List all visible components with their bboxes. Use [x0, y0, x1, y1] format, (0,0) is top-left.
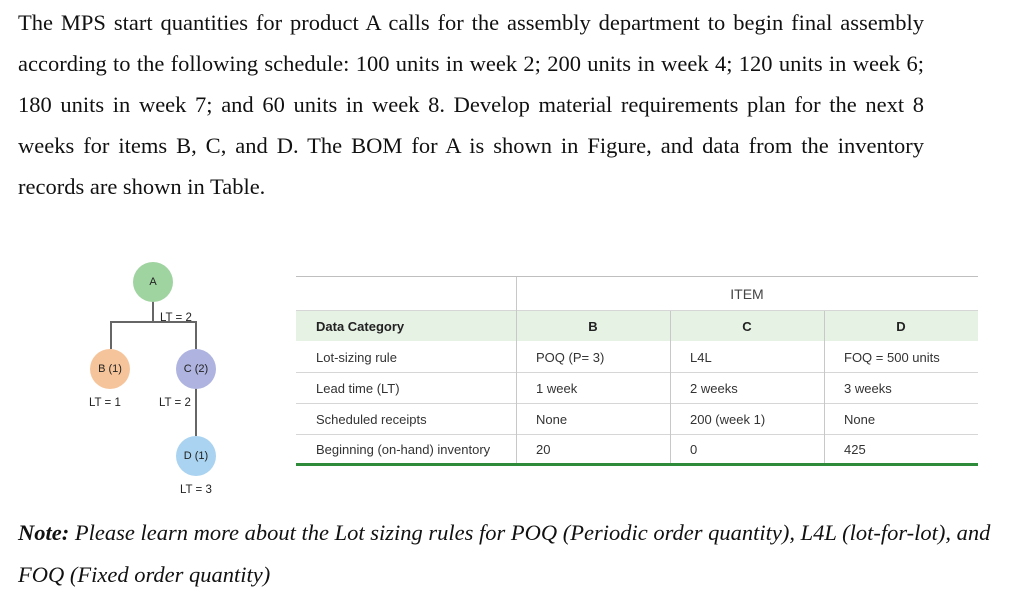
table-bottom-rule — [296, 463, 978, 466]
table-column-header-row — [296, 311, 978, 341]
bom-node-c: C (2) — [176, 349, 216, 389]
table-column-divider — [516, 277, 517, 464]
table-row — [296, 373, 978, 403]
bom-diagram — [0, 0, 280, 598]
item-d-header: D — [896, 318, 906, 334]
cell-b: None — [536, 411, 568, 427]
row-label: Beginning (on-hand) inventory — [316, 442, 491, 457]
note-text: Please learn more about the Lot sizing rules for POQ (Periodic order quantity), L4L (lot-for-lot), and FOQ (Fixed order quantity) — [18, 520, 991, 587]
note-label: Note: — [18, 520, 70, 545]
cell-d: 3 weeks — [844, 380, 892, 396]
bom-node-a: A — [133, 262, 173, 302]
cell-d: None — [844, 411, 876, 427]
bom-lt-b: LT = 1 — [89, 397, 121, 409]
bom-connector — [195, 388, 197, 436]
cell-c: 200 (week 1) — [690, 411, 766, 427]
cell-d: 425 — [844, 442, 866, 457]
bom-lt-d: LT = 3 — [180, 484, 212, 496]
bom-node-d: D (1) — [176, 436, 216, 476]
bom-node-b: B (1) — [90, 349, 130, 389]
cell-b: POQ (P= 3) — [536, 349, 605, 365]
problem-statement: The MPS start quantities for product A calls for the assembly department to begin final assembly according to the following schedule: 100 units in week 2; 200 units in week 4; 120 units in week 6; 180 units in week 7; and 60 units in week 8. Develop material requirements plan for the next 8 weeks for items B, C, and D. The BOM for A is shown in Figure, and data from the inventory records are shown in Table. — [18, 10, 924, 199]
row-label: Lead time (LT) — [316, 380, 400, 396]
table-row — [296, 342, 978, 372]
table-column-divider — [824, 311, 825, 464]
cell-b: 1 week — [536, 380, 578, 396]
cell-c: L4L — [690, 349, 712, 365]
bom-lt-a: LT = 2 — [160, 312, 192, 324]
cell-c: 0 — [690, 442, 698, 457]
category-header: Data Category — [316, 318, 405, 334]
table-column-divider — [670, 311, 671, 464]
item-c-header: C — [742, 318, 752, 334]
cell-d: FOQ = 500 units — [844, 349, 940, 365]
table-row — [296, 435, 978, 464]
bom-lt-c: LT = 2 — [159, 397, 191, 409]
item-header: ITEM — [730, 285, 764, 302]
item-b-header: B — [588, 318, 598, 334]
note-paragraph — [18, 512, 1018, 596]
cell-c: 2 weeks — [690, 380, 738, 396]
table-row — [296, 404, 978, 434]
table-item-header-row — [296, 277, 978, 310]
row-label: Scheduled receipts — [316, 411, 427, 427]
row-label: Lot-sizing rule — [316, 349, 397, 365]
bom-connector — [110, 321, 112, 349]
cell-b: 20 — [536, 442, 551, 457]
bom-connector — [195, 321, 197, 349]
inventory-table — [296, 276, 978, 466]
